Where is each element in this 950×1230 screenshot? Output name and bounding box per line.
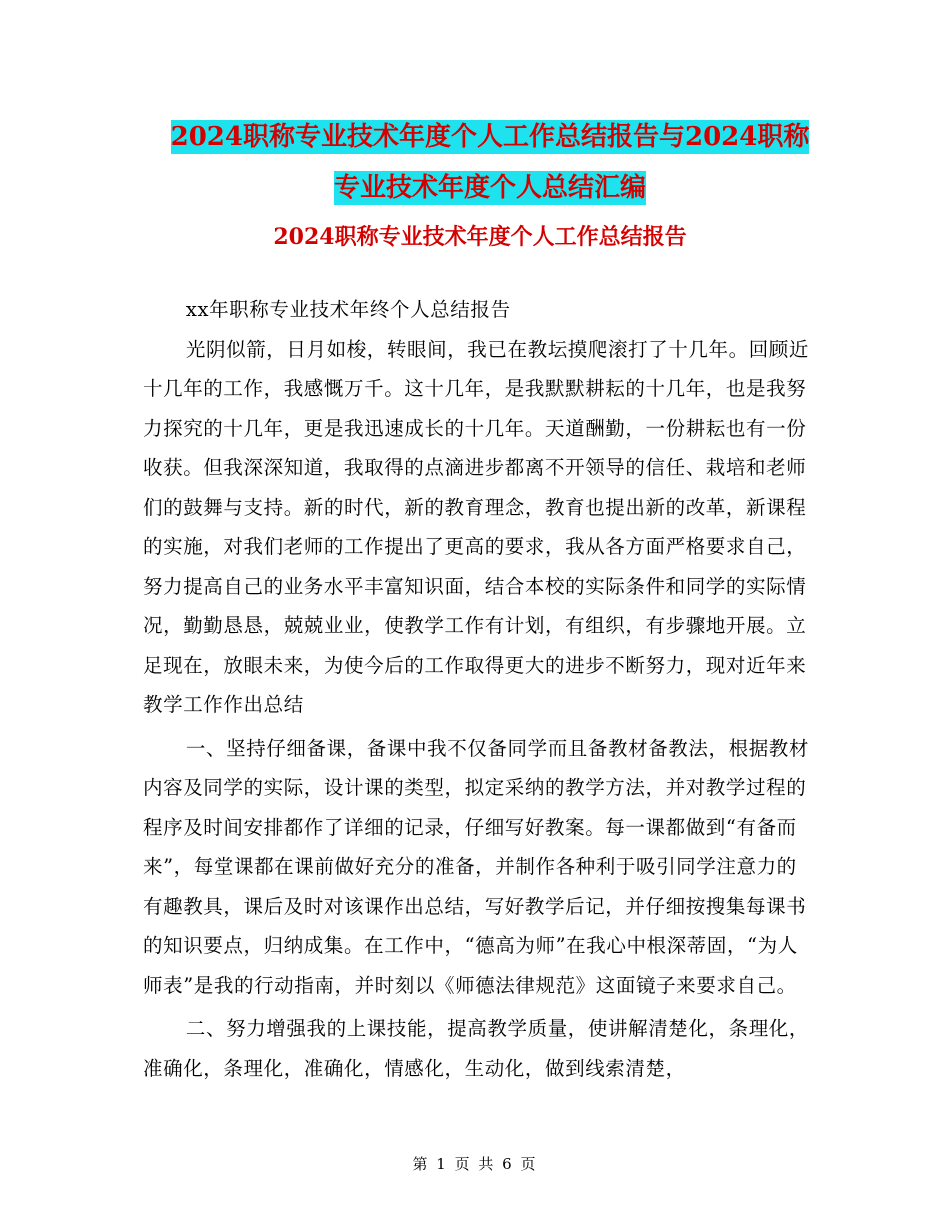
document-main-title [150, 112, 830, 214]
point-two-paragraph: 二、努力增强我的上课技能，提高教学质量，使讲解清楚化，条理化，准确化，条理化，准确化，情感化，生动化，做到线索清楚， [143, 1017, 809, 1080]
section-title: 2024职称专业技术年度个人工作总结报告 [273, 224, 687, 250]
document-body [143, 290, 809, 1088]
intro-paragraph: 光阴似箭，日月如梭，转眼间，我已在教坛摸爬滚打了十几年。回顾近十几年的工作，我感慨万千。这十几年，是我默默耕耘的十几年，也是我努力探究的十几年，更是我迅速成长的十几年。天道酬勤，一份耕耘也有一份收获。但我深深知道，我取得的点滴进步都离不开领导的信任、栽培和老师们的鼓舞与支持。新的时代，新的教育理念，教育也提出新的改革，新课程的实施，对我们老师的工作提出了更高的要求，我从各方面严格要求自己，努力提高自己的业务水平丰富知识面，结合本校的实际条件和同学的实际情况，勤勤恳恳，兢兢业业，使教学工作有计划，有组织，有步骤地开展。立足现在，放眼未来，为使今后的工作取得更大的进步不断努力，现对近年来教学工作作出总结 [143, 337, 809, 716]
point-one-paragraph: 一、坚持仔细备课，备课中我不仅备同学而且备教材备教法，根据教材内容及同学的实际，设计课的类型，拟定采纳的教学方法，并对教学过程的程序及时间安排都作了详细的记录，仔细写好教案。每一课都做到“有备而来”，每堂课都在课前做好充分的准备，并制作各种利于吸引同学注意力的有趣教具，课后及时对该课作出总结，写好教学后记，并仔细按搜集每课书的知识要点，归纳成集。在工作中，“德高为师”在我心中根深蒂固，“为人师表”是我的行动指南，并时刻以《师德法律规范》这面镜子来要求自己。 [143, 736, 809, 997]
report-heading-paragraph: xx年职称专业技术年终个人总结报告 [185, 298, 511, 321]
main-title-line-2: 专业技术年度个人总结汇编 [333, 173, 646, 203]
main-title-line-1: 2024职称专业技术年度个人工作总结报告与2024职称 [170, 122, 810, 152]
page-footer: 第 1 页 共 6 页 [412, 1155, 538, 1173]
